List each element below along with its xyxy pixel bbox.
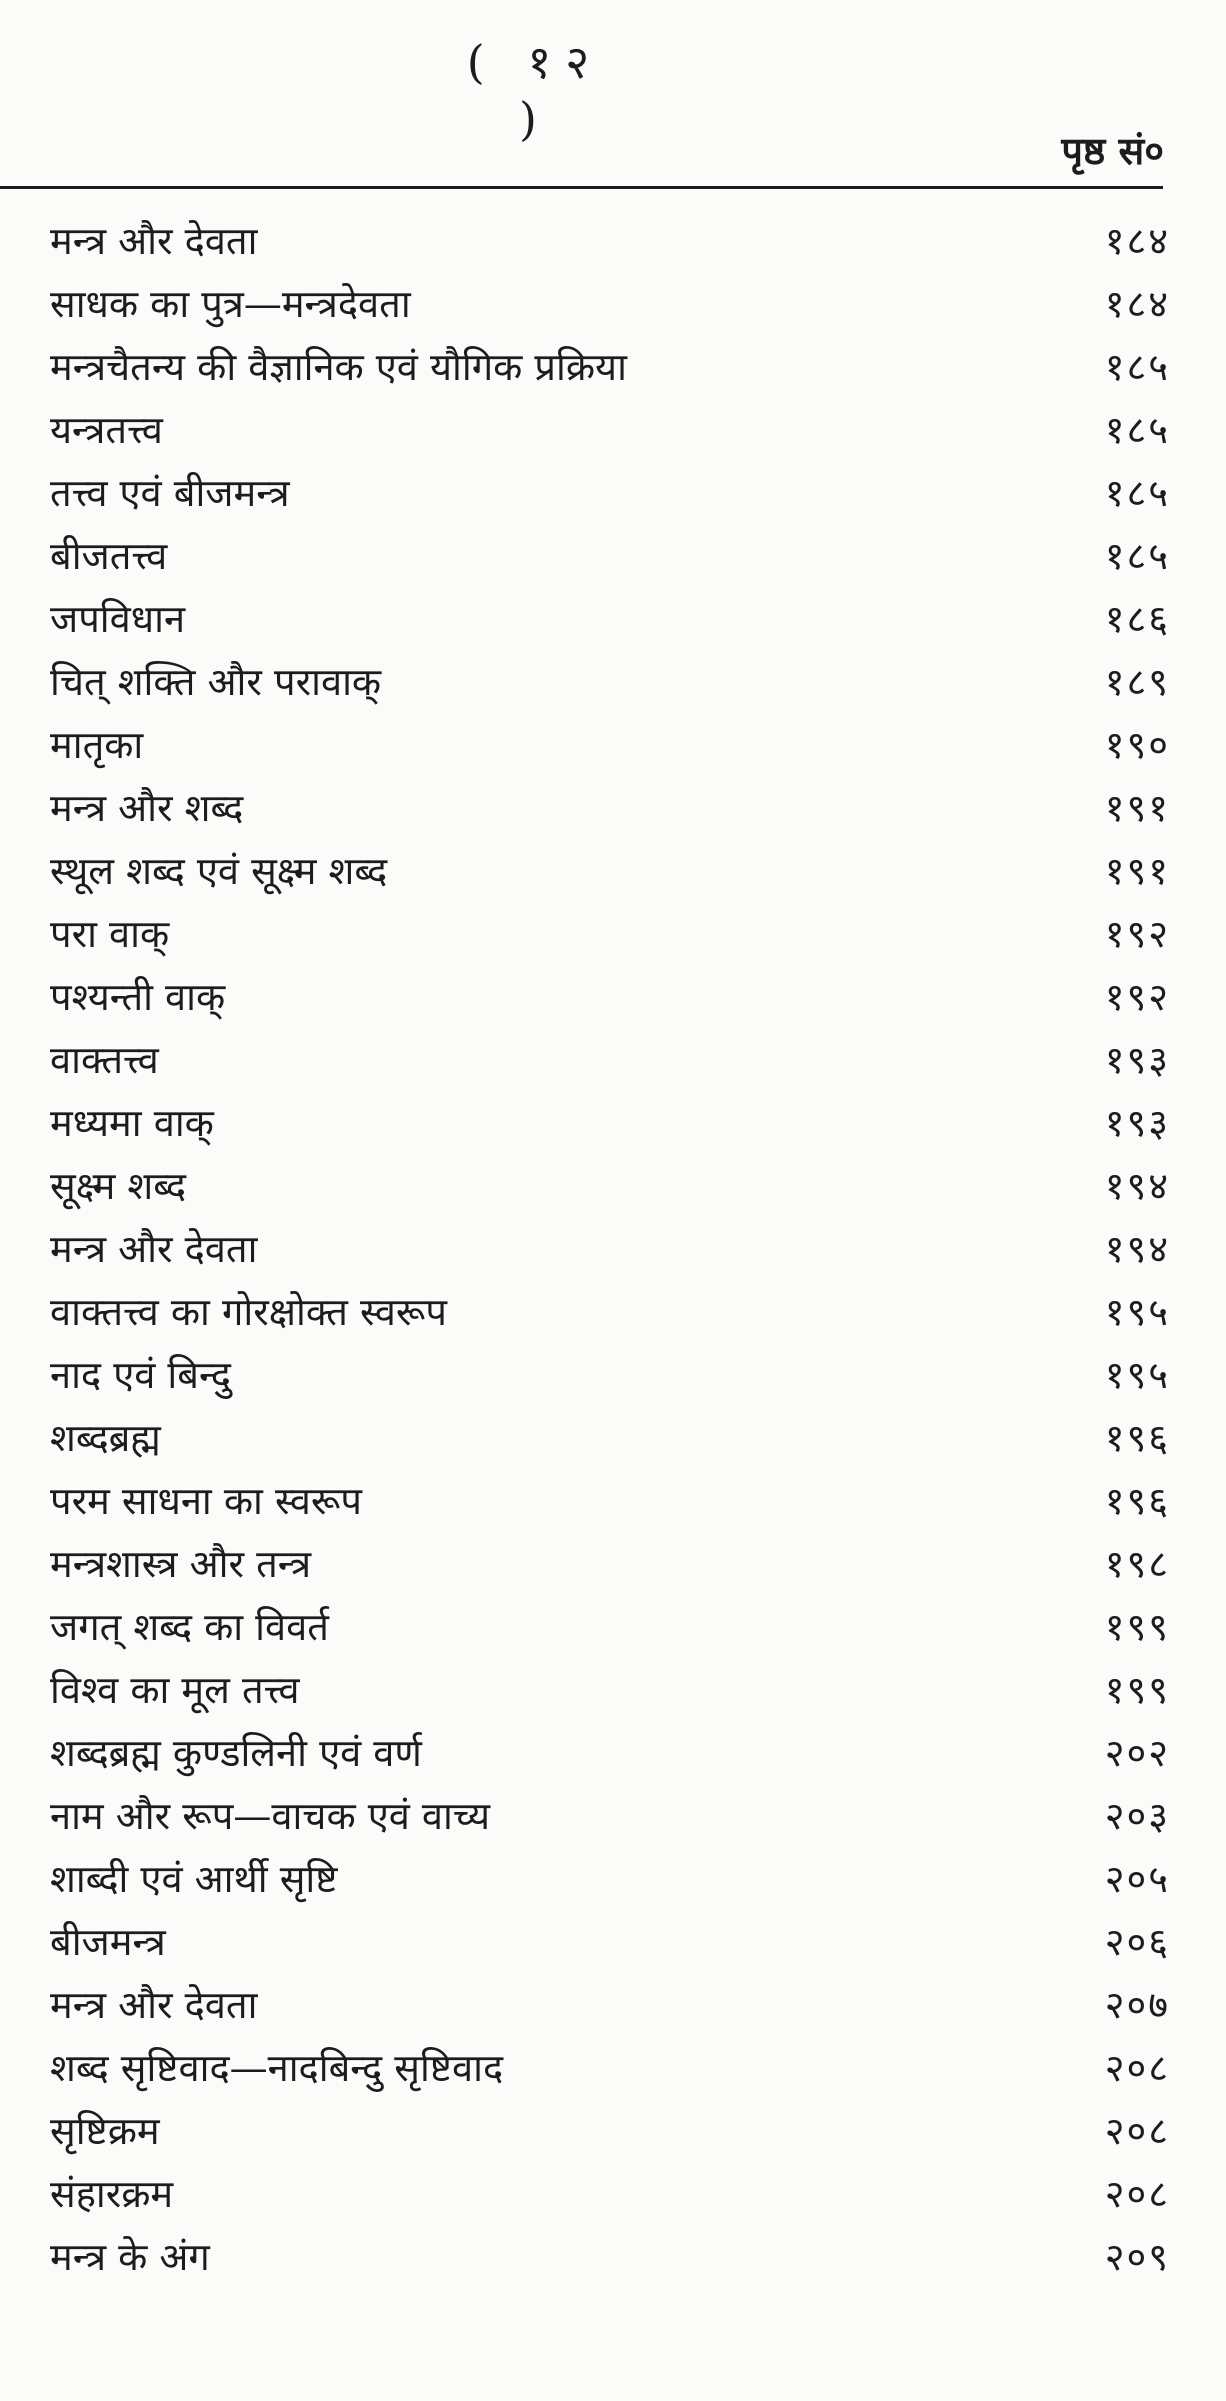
toc-entry (50, 1407, 1170, 1470)
toc-entry-page: १८६ (1104, 597, 1170, 641)
toc-entry-page: २०९ (1104, 2235, 1170, 2279)
toc-entry-title: परम साधना का स्वरूप (50, 1479, 362, 1523)
toc-entry-title: शाब्दी एवं आर्थी सृष्टि (50, 1857, 338, 1901)
toc-entry-page: १९० (1104, 723, 1170, 767)
toc-entry-page: १९१ (1104, 786, 1170, 830)
toc-entry (50, 1344, 1170, 1407)
toc-entry-page: १९१ (1104, 849, 1170, 893)
toc-entry (50, 1659, 1170, 1722)
toc-entry-page: १९५ (1104, 1290, 1170, 1334)
toc-entry-title: तत्त्व एवं बीजमन्त्र (50, 471, 290, 515)
toc-entry-title: वाक्तत्त्व का गोरक्षोक्त स्वरूप (50, 1290, 447, 1334)
toc-entry-title: मध्यमा वाक् (50, 1101, 214, 1145)
toc-entry (50, 1470, 1170, 1533)
toc-entry (50, 1848, 1170, 1911)
toc-entry-title: यन्त्रतत्त्व (50, 408, 163, 452)
toc-entry-page: २०६ (1104, 1920, 1170, 1964)
table-of-contents (50, 210, 1170, 2289)
toc-entry (50, 714, 1170, 777)
toc-entry-title: नाम और रूप—वाचक एवं वाच्य (50, 1794, 490, 1838)
toc-entry-title: मन्त्र और देवता (50, 219, 258, 263)
toc-entry-page: १८४ (1104, 282, 1170, 326)
toc-entry (50, 525, 1170, 588)
toc-entry-title: साधक का पुत्र—मन्त्रदेवता (50, 282, 411, 326)
toc-entry-page: १९५ (1104, 1353, 1170, 1397)
toc-entry-title: मन्त्र और शब्द (50, 786, 244, 830)
toc-entry-page: १९९ (1104, 1668, 1170, 1712)
header-divider (0, 186, 1163, 189)
toc-entry (50, 2037, 1170, 2100)
toc-entry-title: बीजमन्त्र (50, 1920, 166, 1964)
toc-entry (50, 1596, 1170, 1659)
toc-entry (50, 1218, 1170, 1281)
toc-entry-page: २०८ (1104, 2046, 1170, 2090)
toc-entry (50, 1092, 1170, 1155)
toc-entry-page: १९३ (1104, 1038, 1170, 1082)
toc-entry (50, 210, 1170, 273)
toc-entry-page: १९६ (1104, 1416, 1170, 1460)
toc-entry-title: मन्त्रशास्त्र और तन्त्र (50, 1542, 312, 1586)
toc-entry-title: परा वाक् (50, 912, 170, 956)
toc-entry-page: २०३ (1104, 1794, 1170, 1838)
toc-entry (50, 2100, 1170, 2163)
toc-entry (50, 966, 1170, 1029)
toc-entry (50, 336, 1170, 399)
toc-entry (50, 840, 1170, 903)
toc-entry (50, 2226, 1170, 2289)
toc-entry-page: २०५ (1104, 1857, 1170, 1901)
toc-entry-title: शब्दब्रह्म कुण्डलिनी एवं वर्ण (50, 1731, 422, 1775)
toc-entry-page: २०२ (1104, 1731, 1170, 1775)
toc-entry (50, 1974, 1170, 2037)
toc-entry-title: मन्त्रचैतन्य की वैज्ञानिक एवं यौगिक प्रक्रिया (50, 345, 627, 389)
toc-entry-title: स्थूल शब्द एवं सूक्ष्म शब्द (50, 849, 388, 893)
toc-entry (50, 1281, 1170, 1344)
toc-entry-title: मन्त्र और देवता (50, 1983, 258, 2027)
toc-entry-page: १९८ (1104, 1542, 1170, 1586)
toc-entry-page: २०७ (1104, 1983, 1170, 2027)
toc-entry-page: १८५ (1104, 345, 1170, 389)
toc-entry (50, 651, 1170, 714)
toc-entry-title: सूक्ष्म शब्द (50, 1164, 187, 1208)
toc-entry-title: नाद एवं बिन्दु (50, 1353, 231, 1397)
toc-entry-page: १९३ (1104, 1101, 1170, 1145)
toc-entry (50, 1533, 1170, 1596)
toc-entry-page: १८९ (1104, 660, 1170, 704)
toc-entry (50, 2163, 1170, 2226)
toc-entry-page: १८४ (1104, 219, 1170, 263)
toc-entry-page: २०८ (1104, 2109, 1170, 2153)
toc-entry-page: १८५ (1104, 534, 1170, 578)
toc-entry-page: १८५ (1104, 471, 1170, 515)
toc-entry-page: १९२ (1104, 975, 1170, 1019)
toc-entry-title: शब्दब्रह्म (50, 1416, 161, 1460)
toc-entry (50, 1785, 1170, 1848)
toc-entry-title: शब्द सृष्टिवाद—नादबिन्दु सृष्टिवाद (50, 2046, 504, 2090)
toc-entry-title: जपविधान (50, 597, 186, 641)
toc-entry (50, 777, 1170, 840)
toc-entry (50, 462, 1170, 525)
toc-entry-page: १९४ (1104, 1227, 1170, 1271)
toc-entry (50, 1155, 1170, 1218)
toc-entry-page: १८५ (1104, 408, 1170, 452)
toc-entry (50, 588, 1170, 651)
toc-entry (50, 399, 1170, 462)
toc-entry-title: सृष्टिक्रम (50, 2109, 160, 2153)
toc-entry (50, 903, 1170, 966)
toc-entry (50, 1911, 1170, 1974)
toc-entry-page: २०८ (1104, 2172, 1170, 2216)
toc-entry-title: जगत् शब्द का विवर्त (50, 1605, 329, 1649)
toc-entry-page: १९६ (1104, 1479, 1170, 1523)
toc-entry-title: वाक्तत्त्व (50, 1038, 159, 1082)
page-column-label: पृष्ठ सं० (1061, 128, 1164, 173)
toc-entry-page: १९९ (1104, 1605, 1170, 1649)
toc-entry-page: १९२ (1104, 912, 1170, 956)
page-number: ( १२ ) (466, 35, 604, 146)
toc-entry-title: मन्त्र और देवता (50, 1227, 258, 1271)
toc-entry-title: मातृका (50, 723, 144, 767)
toc-entry-title: चित् शक्ति और परावाक् (50, 660, 382, 704)
toc-entry-page: १९४ (1104, 1164, 1170, 1208)
toc-entry-title: पश्यन्ती वाक् (50, 975, 226, 1019)
toc-entry (50, 1029, 1170, 1092)
toc-entry-title: विश्व का मूल तत्त्व (50, 1668, 300, 1712)
toc-entry-title: मन्त्र के अंग (50, 2235, 210, 2279)
toc-entry (50, 1722, 1170, 1785)
toc-entry-title: संहारक्रम (50, 2172, 174, 2216)
toc-entry (50, 273, 1170, 336)
toc-entry-title: बीजतत्त्व (50, 534, 168, 578)
